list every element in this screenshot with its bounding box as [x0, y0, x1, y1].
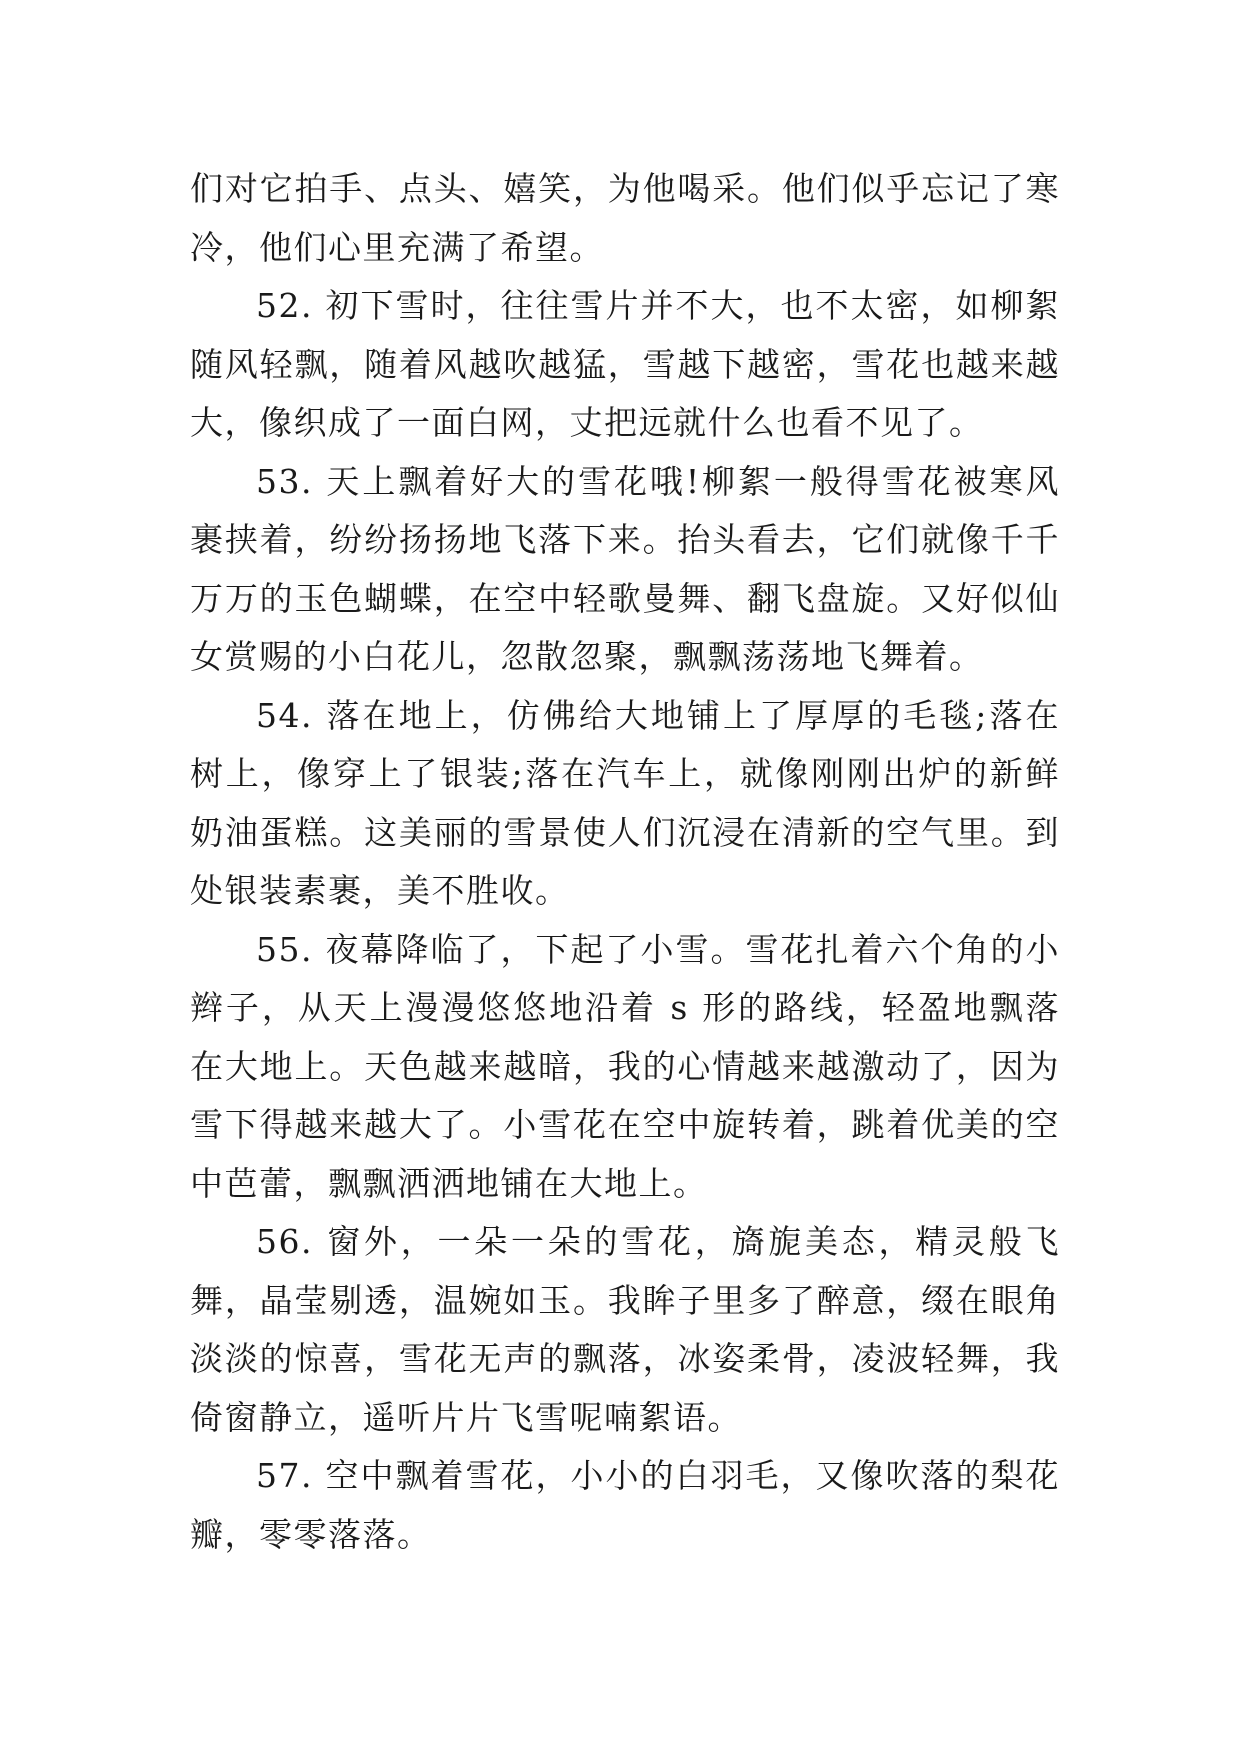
paragraph-53: 53. 天上飘着好大的雪花哦!柳絮一般得雪花被寒风裹挟着，纷纷扬扬地飞落下来。抬头看去，它们就像千千万万的玉色蝴蝶，在空中轻歌曼舞、翻飞盘旋。又好似仙女赏赐的小白花儿，忽散忽聚，飘飘荡荡地飞舞着。 [190, 461, 1060, 676]
paragraph-56: 56. 窗外，一朵一朵的雪花，旖旎美态，精灵般飞舞，晶莹剔透，温婉如玉。我眸子里多了醉意，缀在眼角淡淡的惊喜，雪花无声的飘落，冰姿柔骨，凌波轻舞，我倚窗静立，遥听片片飞雪呢喃絮语。 [190, 1222, 1060, 1437]
paragraph-57: 57. 空中飘着雪花，小小的白羽毛，又像吹落的梨花瓣，零零落落。 [190, 1456, 1060, 1554]
paragraph-54: 54. 落在地上，仿佛给大地铺上了厚厚的毛毯;落在树上，像穿上了银装;落在汽车上，就像刚刚出炉的新鲜奶油蛋糕。这美丽的雪景使人们沉浸在清新的空气里。到处银装素裹，美不胜收。 [190, 695, 1060, 910]
paragraph-52: 52. 初下雪时，往往雪片并不大，也不太密，如柳絮随风轻飘，随着风越吹越猛，雪越下越密，雪花也越来越大，像织成了一面白网，丈把远就什么也看不见了。 [190, 286, 1060, 442]
body-text [190, 160, 1060, 1564]
paragraph-55: 55. 夜幕降临了，下起了小雪。雪花扎着六个角的小辫子，从天上漫漫悠悠地沿着 s 形的路线，轻盈地飘落在大地上。天色越来越暗，我的心情越来越激动了，因为雪下得越来越大了。小雪花在空中旋转着，跳着优美的空中芭蕾，飘飘洒洒地铺在大地上。 [190, 929, 1060, 1203]
paragraph-continuation: 们对它拍手、点头、嬉笑，为他喝采。他们似乎忘记了寒冷，他们心里充满了希望。 [190, 169, 1060, 267]
